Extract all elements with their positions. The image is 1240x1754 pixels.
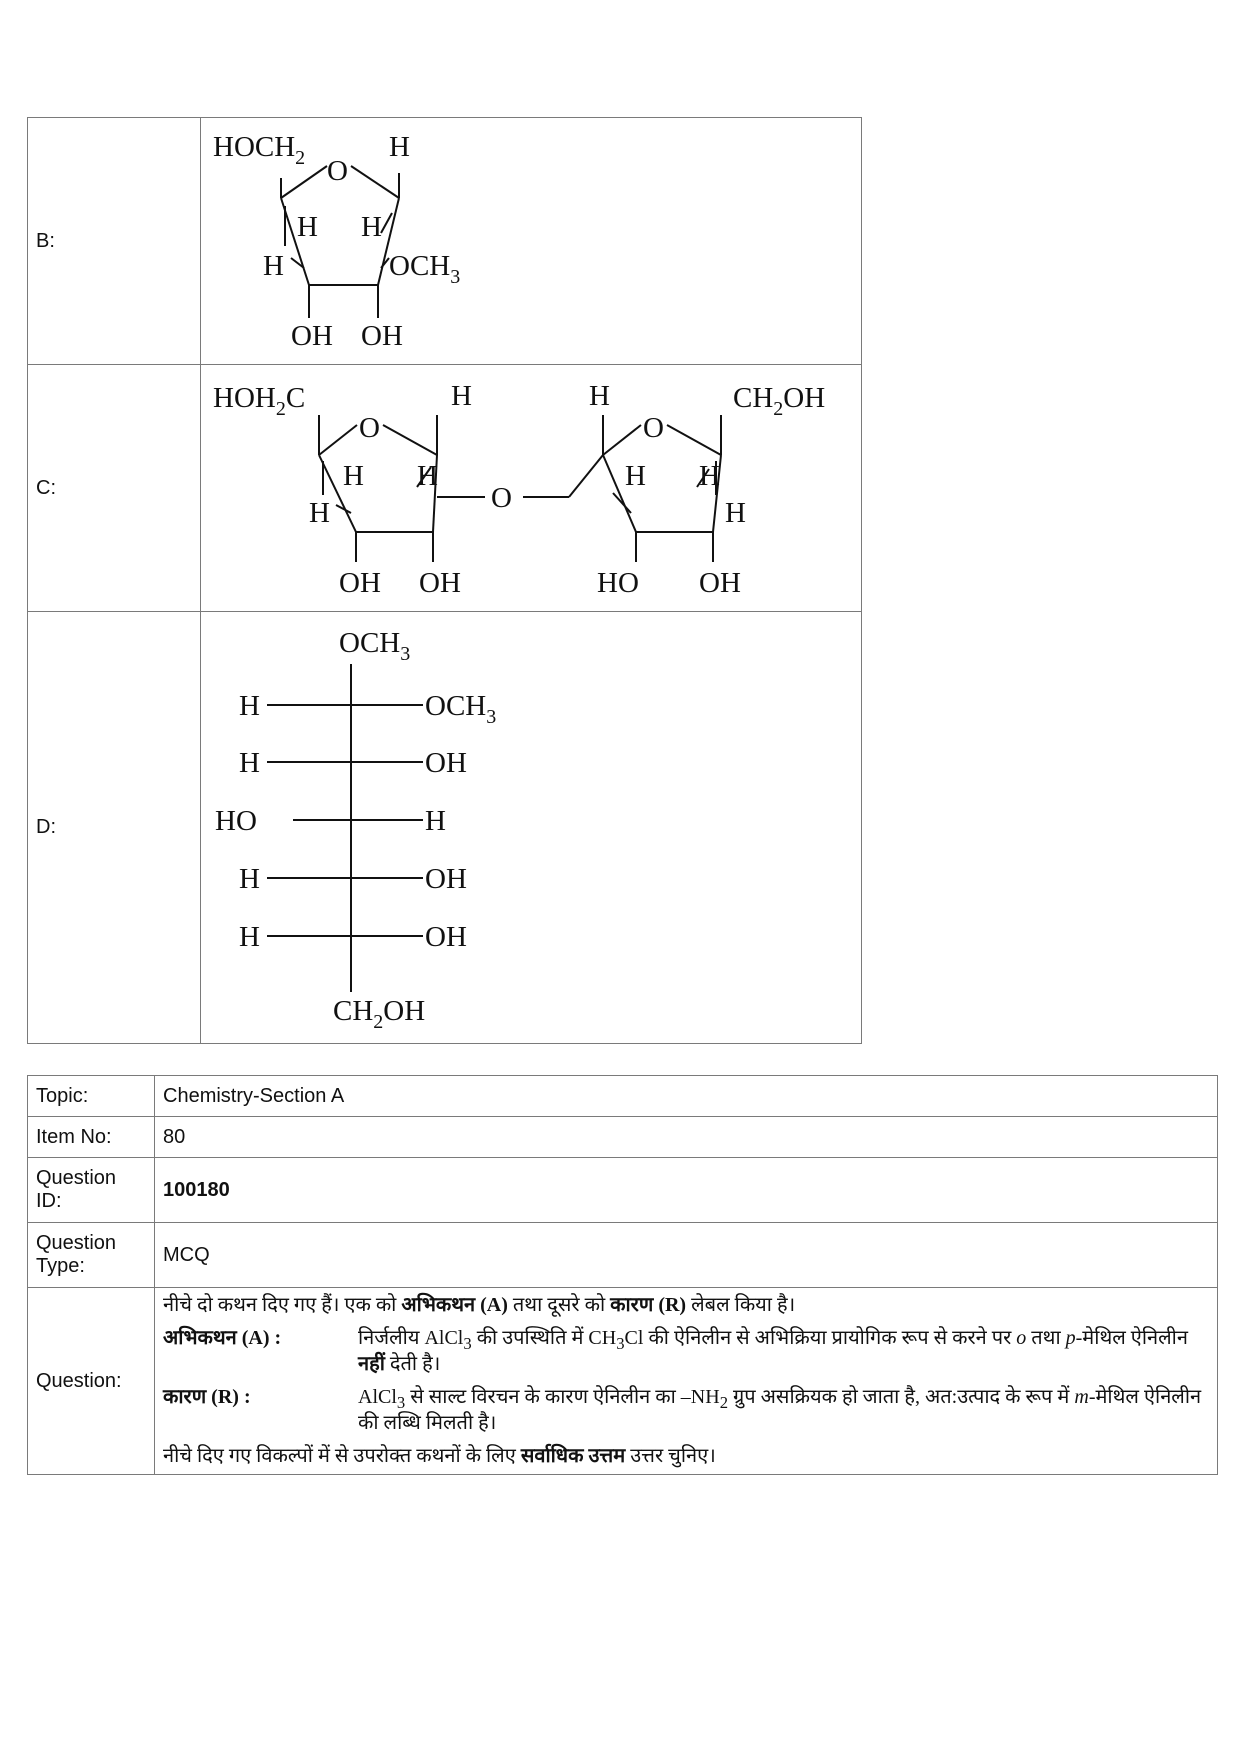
b-inner-h-right: H [361,211,382,243]
question-label: Question: [28,1288,155,1475]
c-r2-bottom-right: OH [699,567,741,599]
c-r2-inner-h-right: H [699,460,720,492]
question-type-label: Question Type: [28,1223,155,1288]
assertion-text: निर्जलीय AlCl$_3$ की उपस्थिति में $CH_3Cl$ की ऐनिलीन से अभिक्रिया प्रायोगिक रूप से करने पर o तथा p-मेथिल ऐनिलीन नहीं देती है। [358,1327,1188,1376]
c-r1-ring-o: O [359,412,380,444]
c-r2-inner-h-left: H [625,460,646,492]
c-r2-bottom-left: HO [597,567,639,599]
c-bridge-o: O [491,482,512,514]
d-row2-left: H [239,747,260,779]
question-id-label: Question ID: [28,1158,155,1223]
d-row1-right: $OCH_3$ [425,690,497,728]
structure-d [201,612,861,1043]
option-label: C: [28,365,201,612]
c-r1-top-left: $HOH_2C$ [213,382,306,420]
c-r1-inner-h-left: H [343,460,364,492]
question-instruction: नीचे दिए गए विकल्पों में से उपरोक्त कथनों के लिए सर्वाधिक उत्तम उत्तर चुनिए। [163,1445,716,1468]
option-figure [201,612,862,1044]
c-r2-top-left: H [589,380,610,412]
b-top-right: H [389,131,410,163]
option-label: D: [28,612,201,1044]
item-label: Item No: [28,1117,155,1158]
topic-value: Chemistry-Section A [155,1076,1218,1117]
c-r1-bottom-left: OH [339,567,381,599]
d-row5-left: H [239,921,260,953]
option-label: B: [28,118,201,365]
d-top: $OCH_3$ [339,627,411,665]
c-r1-outer-h: H [309,497,330,529]
b-bottom-right: OH [361,320,403,352]
structure-c [201,365,861,611]
reason-text: AlCl$_3$ से साल्ट विरचन के कारण ऐनिलीन का $-NH_2$ ग्रुप असक्रियक हो जाता है, अत:उत्पाद के रूप में m-मेथिल ऐनिलीन की लब्धि मिलती है। [358,1386,1202,1435]
options-table [27,117,862,1044]
assertion-label: अभिकथन (A) : [163,1327,282,1349]
b-right-sub: $OCH_3$ [389,250,461,288]
topic-label: Topic: [28,1076,155,1117]
b-ring-o: O [327,155,348,187]
reason-label: कारण (R) : [163,1386,251,1409]
b-bottom-left: OH [291,320,333,352]
reason [163,1386,1209,1435]
question-meta-table [27,1075,1218,1475]
d-row4-right: OH [425,863,467,895]
item-value: 80 [155,1117,1218,1158]
option-figure [201,118,862,365]
d-row4-left: H [239,863,260,895]
b-inner-h-left: H [297,211,318,243]
c-r1-bottom-right: OH [419,567,461,599]
d-row1-left: H [239,690,260,722]
c-r2-ring-o: O [643,412,664,444]
question-id-value: 100180 [155,1158,1218,1223]
question-intro: नीचे दो कथन दिए गए हैं। एक को अभिकथन (A) तथा दूसरे को कारण (R) लेबल किया है। [163,1294,796,1316]
structure-b [201,118,861,364]
d-row3-left: HO [215,805,257,837]
question-type-value: MCQ [155,1223,1218,1288]
assertion [163,1327,1209,1376]
d-bottom: $CH_2OH$ [333,995,426,1033]
question-body [155,1288,1218,1475]
c-r2-top-right: $CH_2OH$ [733,382,826,420]
d-row3-right: H [425,805,446,837]
d-row5-right: OH [425,921,467,953]
c-r2-outer-h: H [725,497,746,529]
c-r1-inner-h-right: H [417,460,438,492]
b-top-left: $HOCH_2$ [213,131,306,169]
d-row2-right: OH [425,747,467,779]
b-outer-h: H [263,250,284,282]
option-figure [201,365,862,612]
c-r1-top-right: H [451,380,472,412]
